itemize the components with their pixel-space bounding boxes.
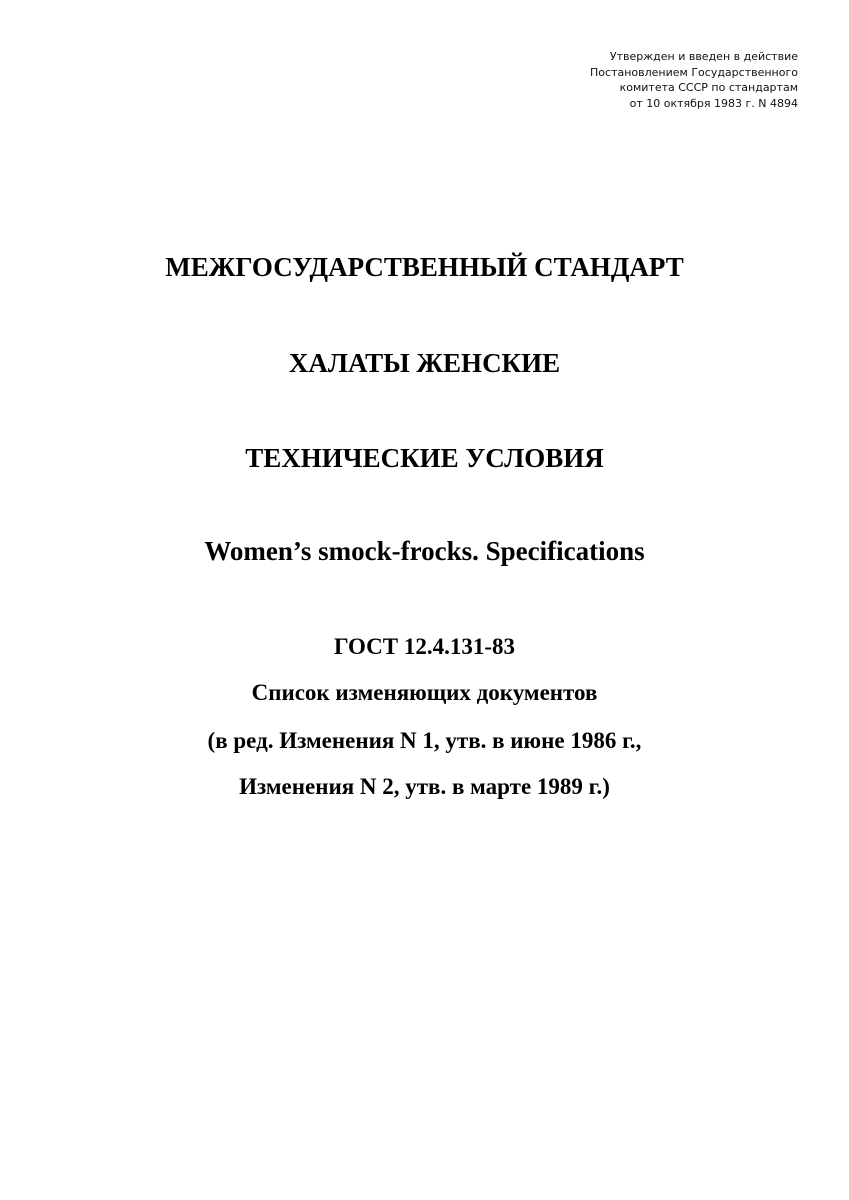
approval-line: Постановлением Государственного [590, 65, 798, 79]
subject-title: ХАЛАТЫ ЖЕНСКИЕ [288, 348, 561, 378]
spec-title: ТЕХНИЧЕСКИЕ УСЛОВИЯ [245, 443, 604, 473]
change-list-title: Список изменяющих документов [251, 680, 598, 705]
approval-line: от 10 октября 1983 г. N 4894 [629, 96, 798, 110]
approval-line: комитета СССР по стандартам [619, 81, 798, 94]
approval-note [538, 49, 798, 111]
approval-line: Утвержден и введен в действие [609, 50, 798, 63]
change-line: (в ред. Изменения N 1, утв. в июне 1986 г., [207, 728, 642, 753]
change-line: Изменения N 2, утв. в марте 1989 г.) [239, 774, 610, 799]
gost-number: ГОСТ 12.4.131-83 [333, 634, 516, 659]
main-heading: МЕЖГОСУДАРСТВЕННЫЙ СТАНДАРТ [165, 252, 684, 282]
english-title: Women’s smock-frocks. Specifications [204, 536, 645, 566]
